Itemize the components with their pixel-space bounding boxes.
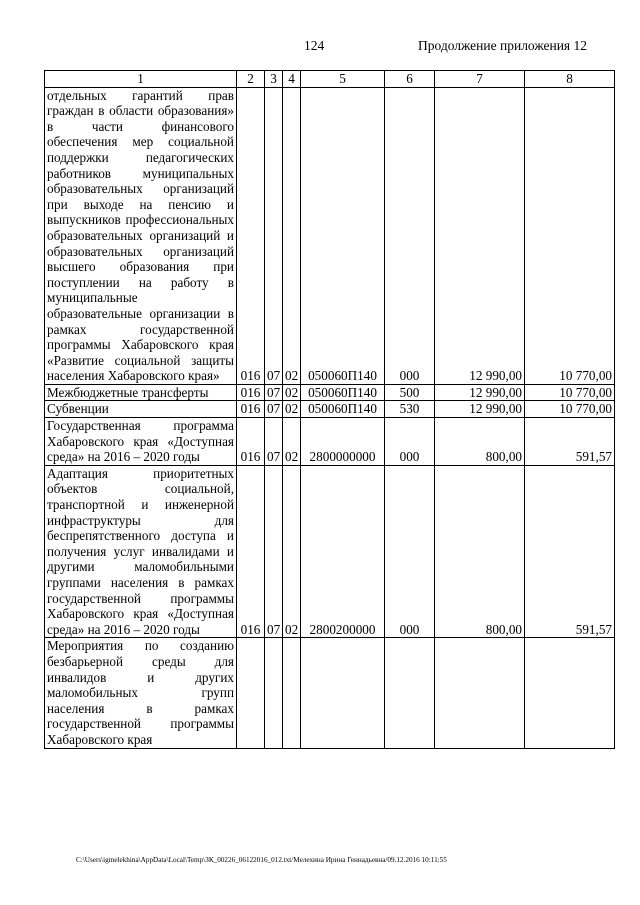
- budget-table: [44, 70, 615, 749]
- table-row: [45, 638, 615, 748]
- page-number: 124: [304, 38, 325, 53]
- cell-ministry-code: 016: [237, 384, 265, 401]
- column-header-5: 5: [301, 71, 385, 88]
- cell-subsection: 02: [283, 384, 301, 401]
- cell-subsection: 02: [283, 87, 301, 384]
- column-header-6: 6: [385, 71, 435, 88]
- cell-expense-type: 000: [385, 465, 435, 638]
- column-header-2: 2: [237, 71, 265, 88]
- cell-expense-type: 000: [385, 418, 435, 466]
- cell-target-article: 050060П140: [301, 384, 385, 401]
- cell-section: 07: [265, 418, 283, 466]
- cell-amount-actual: 10 770,00: [525, 384, 615, 401]
- cell-section: 07: [265, 384, 283, 401]
- cell-expense-type: 500: [385, 384, 435, 401]
- row-name: Межбюджетные трансферты: [45, 384, 237, 401]
- cell-amount-planned: 12 990,00: [435, 87, 525, 384]
- cell-subsection: [283, 638, 301, 748]
- table-row: [45, 465, 615, 638]
- cell-amount-actual: [525, 638, 615, 748]
- cell-expense-type: 000: [385, 87, 435, 384]
- cell-section: 07: [265, 401, 283, 418]
- cell-amount-planned: 12 990,00: [435, 384, 525, 401]
- table-row: [45, 418, 615, 466]
- cell-expense-type: [385, 638, 435, 748]
- column-header-1: 1: [45, 71, 237, 88]
- table-row: [45, 87, 615, 384]
- table-header-row: [45, 71, 615, 88]
- appendix-continuation-note: Продолжение приложения 12: [418, 38, 588, 53]
- cell-target-article: 2800000000: [301, 418, 385, 466]
- table-row: [45, 384, 615, 401]
- cell-ministry-code: 016: [237, 465, 265, 638]
- row-name: Мероприятия по созданию безбарьерной среды для инвалидов и других маломобильных групп населения в рамках государственной программы Хабаровского края: [45, 638, 237, 748]
- cell-target-article: 2800200000: [301, 465, 385, 638]
- cell-subsection: 02: [283, 401, 301, 418]
- cell-amount-actual: 591,57: [525, 465, 615, 638]
- cell-amount-planned: 800,00: [435, 418, 525, 466]
- cell-section: [265, 638, 283, 748]
- footer-file-path: C:\Users\igmelekhina\AppData\Local\Temp\ЗК_00226_06122016_012.txt/Мелехина Ирина Геннадьевна/09.12.2016 10:11:55: [76, 856, 447, 864]
- cell-expense-type: 530: [385, 401, 435, 418]
- cell-ministry-code: 016: [237, 401, 265, 418]
- cell-subsection: 02: [283, 465, 301, 638]
- cell-ministry-code: [237, 638, 265, 748]
- cell-section: 07: [265, 465, 283, 638]
- cell-amount-actual: 10 770,00: [525, 401, 615, 418]
- cell-ministry-code: 016: [237, 87, 265, 384]
- cell-subsection: 02: [283, 418, 301, 466]
- cell-amount-planned: 800,00: [435, 465, 525, 638]
- column-header-4: 4: [283, 71, 301, 88]
- row-name: Адаптация приоритетных объектов социальной, транспортной и инженерной инфраструктуры для беспрепятственного доступа и получения услуг инвалидами и другими маломобильными группами населения в рамках государственной программы Хабаровского края «Доступная среда» на 2016 – 2020 годы: [45, 465, 237, 638]
- cell-amount-actual: 591,57: [525, 418, 615, 466]
- cell-target-article: 050060П140: [301, 401, 385, 418]
- cell-amount-planned: [435, 638, 525, 748]
- cell-target-article: [301, 638, 385, 748]
- column-header-8: 8: [525, 71, 615, 88]
- column-header-7: 7: [435, 71, 525, 88]
- cell-ministry-code: 016: [237, 418, 265, 466]
- table-row: [45, 401, 615, 418]
- cell-amount-actual: 10 770,00: [525, 87, 615, 384]
- row-name: Государственная программа Хабаровского края «Доступная среда» на 2016 – 2020 годы: [45, 418, 237, 466]
- row-name: отдельных гарантий прав граждан в области образования» в части финансового обеспечения мер социальной поддержки педагогических работников муниципальных образовательных организаций при выходе на пенсию и выпускников профессиональных образовательных организаций и образовательных организаций высшего образования при поступлении на работу в муниципальные образовательные организации в рамках государственной программы Хабаровского края «Развитие социальной защиты населения Хабаровского края»: [45, 87, 237, 384]
- cell-target-article: 050060П140: [301, 87, 385, 384]
- row-name: Субвенции: [45, 401, 237, 418]
- column-header-3: 3: [265, 71, 283, 88]
- cell-amount-planned: 12 990,00: [435, 401, 525, 418]
- cell-section: 07: [265, 87, 283, 384]
